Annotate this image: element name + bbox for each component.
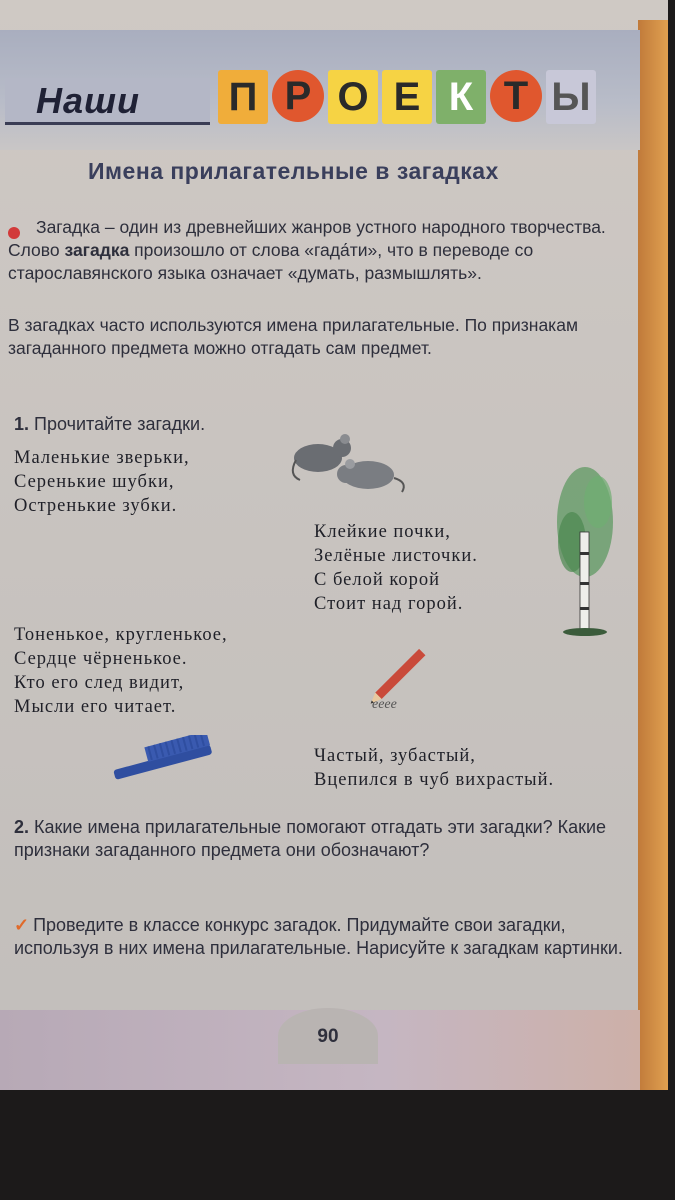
task-number: 2. [14, 817, 30, 837]
header-letters [218, 70, 596, 124]
riddle-line: С белой корой [314, 570, 441, 590]
riddle-line: Сердце чёрненькое. [14, 649, 188, 669]
page-number-badge [278, 1008, 378, 1064]
task-text: Проведите в классе конкурс загадок. Придумайте свои загадки, используя в них имена прилагательные. Нарисуйте к загадкам картинки. [14, 915, 623, 958]
riddle-2 [314, 520, 478, 616]
pencil-illustration [355, 630, 445, 720]
header-letter: Т [490, 70, 542, 122]
intro-text: Загадка – один из древнейших жанров устного народного творчества. Слово [8, 217, 606, 260]
riddle-line: Стоит над горой. [314, 594, 464, 614]
header-letter: Е [382, 70, 432, 124]
header-letter: Ы [546, 70, 596, 124]
riddle-line: Частый, зубастый, [314, 746, 476, 766]
task-text: Какие имена прилагательные помогают отгадать эти загадки? Какие признаки загаданного предмета они обозначают? [14, 817, 607, 860]
checkmark-icon: ✓ [14, 915, 30, 935]
task-text: Прочитайте загадки. [34, 414, 206, 434]
riddle-line: Зелёные листочки. [314, 546, 478, 566]
riddle-line: Тоненькое, кругленькое, [14, 625, 228, 645]
task-number: 1. [14, 414, 30, 434]
riddle-line: Остренькие зубки. [14, 496, 178, 516]
riddle-line: Мысли его читает. [14, 697, 177, 717]
intro-text: произошло от слова «гада́ти», что в переводе со старославянского языка означает «думать, размышлять». [8, 240, 534, 283]
task-1 [14, 414, 205, 435]
comb-illustration [108, 735, 218, 783]
page-title: Имена прилагательные в загадках [88, 158, 499, 184]
birch-tree-illustration [550, 462, 620, 642]
riddle-3 [14, 623, 228, 719]
riddle-1 [14, 446, 190, 518]
pencil-trace: ееее [372, 697, 397, 712]
mice-illustration [290, 430, 410, 500]
task-3 [14, 914, 644, 960]
riddle-line: Клейкие почки, [314, 522, 451, 542]
intro-bold: загадка [64, 240, 130, 260]
header-word: Наши [36, 80, 141, 121]
riddle-line: Кто его след видит, [14, 673, 185, 693]
riddle-line: Маленькие зверьки, [14, 448, 190, 468]
riddle-4 [314, 744, 554, 792]
header-letter: О [328, 70, 378, 124]
intro-paragraph-2: В загадках часто используются имена прилагательные. По признакам загаданного предмета можно отгадать сам предмет. [8, 315, 578, 358]
riddle-line: Серенькие шубки, [14, 472, 175, 492]
task-2 [14, 816, 644, 862]
header-letter: Р [272, 70, 324, 122]
header-letter: К [436, 70, 486, 124]
page-number: 90 [317, 1026, 339, 1047]
intro-paragraph [8, 216, 648, 285]
header-letter: П [218, 70, 268, 124]
riddle-line: Вцепился в чуб вихрастый. [314, 770, 555, 790]
